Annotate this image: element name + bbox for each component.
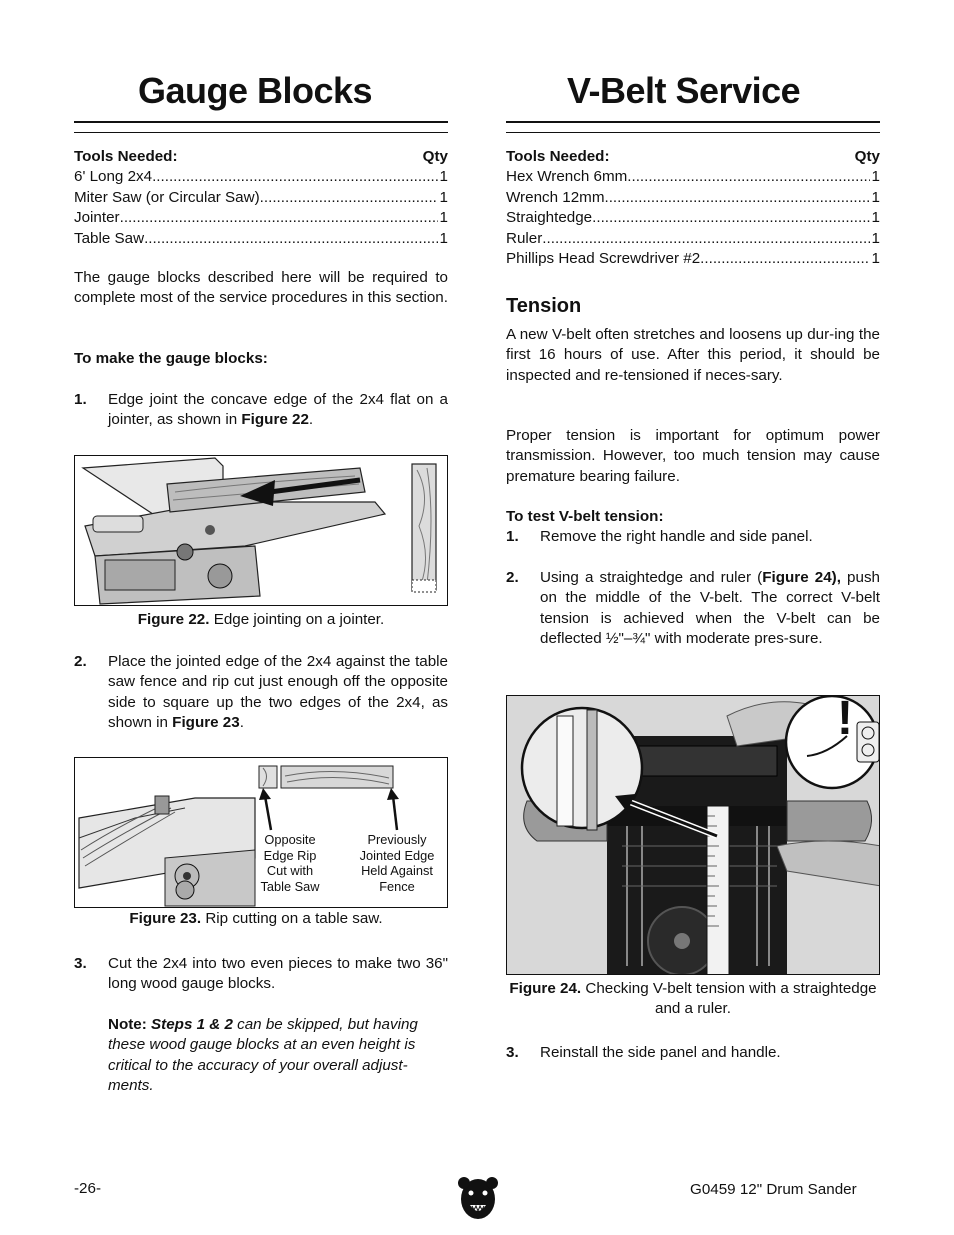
step-3: 3. Reinstall the side panel and handle. — [506, 1044, 781, 1061]
tool-row: 6' Long 2x4 ..... 1 — [74, 167, 448, 187]
figure-22-caption: Figure 22. Edge jointing on a jointer. — [137, 611, 385, 628]
tension-paragraph-1: A new V-belt often stretches and loosens up dur-ing the first 16 hours of use. After this period, it should be inspected and re-tensioned if neces-sary. — [506, 326, 880, 384]
tool-row: Straightedge ..... 1 — [506, 208, 880, 228]
tools-list — [74, 147, 448, 249]
procedure-heading: To test V-belt tension: — [506, 508, 664, 525]
callout-opposite-edge: Opposite Edge Rip Cut with Table Saw — [260, 832, 320, 894]
tool-row: Jointer ..... 1 — [74, 208, 448, 228]
step-2: 2. Using a straightedge and ruler (Figure 24), push on the middle of the V-belt. The correct V-belt tension is achieved when the V-belt can be deflected ½"–¾" with moderate pres-sure. — [506, 569, 880, 648]
figure-24-image — [506, 695, 880, 975]
section-title-v-belt-service: V-Belt Service — [567, 70, 801, 111]
note-paragraph: Note: Steps 1 & 2 can be skipped, but having these wood gauge blocks at an even height is critical to the accuracy of your overall adjust-ments. — [108, 1016, 418, 1095]
tool-row: Table Saw ..... 1 — [74, 229, 448, 249]
step-1: 1. Edge joint the concave edge of the 2x4 flat on a jointer, as shown in Figure 22. — [74, 391, 448, 429]
tool-row: Phillips Head Screwdriver #2 ..... 1 — [506, 249, 880, 269]
tools-header: Tools Needed: Qty — [506, 148, 880, 165]
figure-23-image — [74, 757, 448, 908]
step-1: 1. Remove the right handle and side panel. — [506, 528, 813, 545]
tool-row: Miter Saw (or Circular Saw) ..... 1 — [74, 188, 448, 208]
bear-logo-icon — [456, 1175, 500, 1223]
step-3: 3. Cut the 2x4 into two even pieces to make two 36" long wood gauge blocks. — [74, 955, 448, 993]
tool-row: Hex Wrench 6mm ..... 1 — [506, 167, 880, 187]
figure-24-caption: Figure 24. Checking V-belt tension with a straightedge and a ruler. — [509, 980, 877, 1017]
tool-row: Ruler ..... 1 — [506, 229, 880, 249]
page-number: -26- — [74, 1180, 102, 1197]
procedure-heading: To make the gauge blocks: — [74, 350, 268, 367]
section-title-gauge-blocks: Gauge Blocks — [138, 70, 373, 111]
tools-header: Tools Needed: Qty — [74, 148, 448, 165]
tools-list — [506, 147, 880, 269]
figure-23-caption: Figure 23. Rip cutting on a table saw. — [129, 910, 383, 927]
title-rule — [74, 121, 448, 133]
intro-paragraph: The gauge blocks described here will be required to complete most of the service procedures in this section. — [74, 269, 448, 307]
tension-paragraph-2: Proper tension is important for optimum power transmission. However, too much tension may cause premature bearing failure. — [506, 427, 880, 485]
subhead-tension: Tension — [506, 295, 582, 317]
tool-row: Wrench 12mm ..... 1 — [506, 188, 880, 208]
title-rule — [506, 121, 880, 133]
figure-22-image — [74, 455, 448, 606]
model-name: G0459 12" Drum Sander — [690, 1181, 857, 1198]
step-2: 2. Place the jointed edge of the 2x4 against the table saw fence and rip cut just enough off the opposite side to square up the two edges of the 2x4, as shown in Figure 23. — [74, 653, 448, 732]
warning-icon: ! — [837, 695, 853, 745]
callout-jointed-edge: Previously Jointed Edge Held Against Fence — [359, 832, 435, 894]
